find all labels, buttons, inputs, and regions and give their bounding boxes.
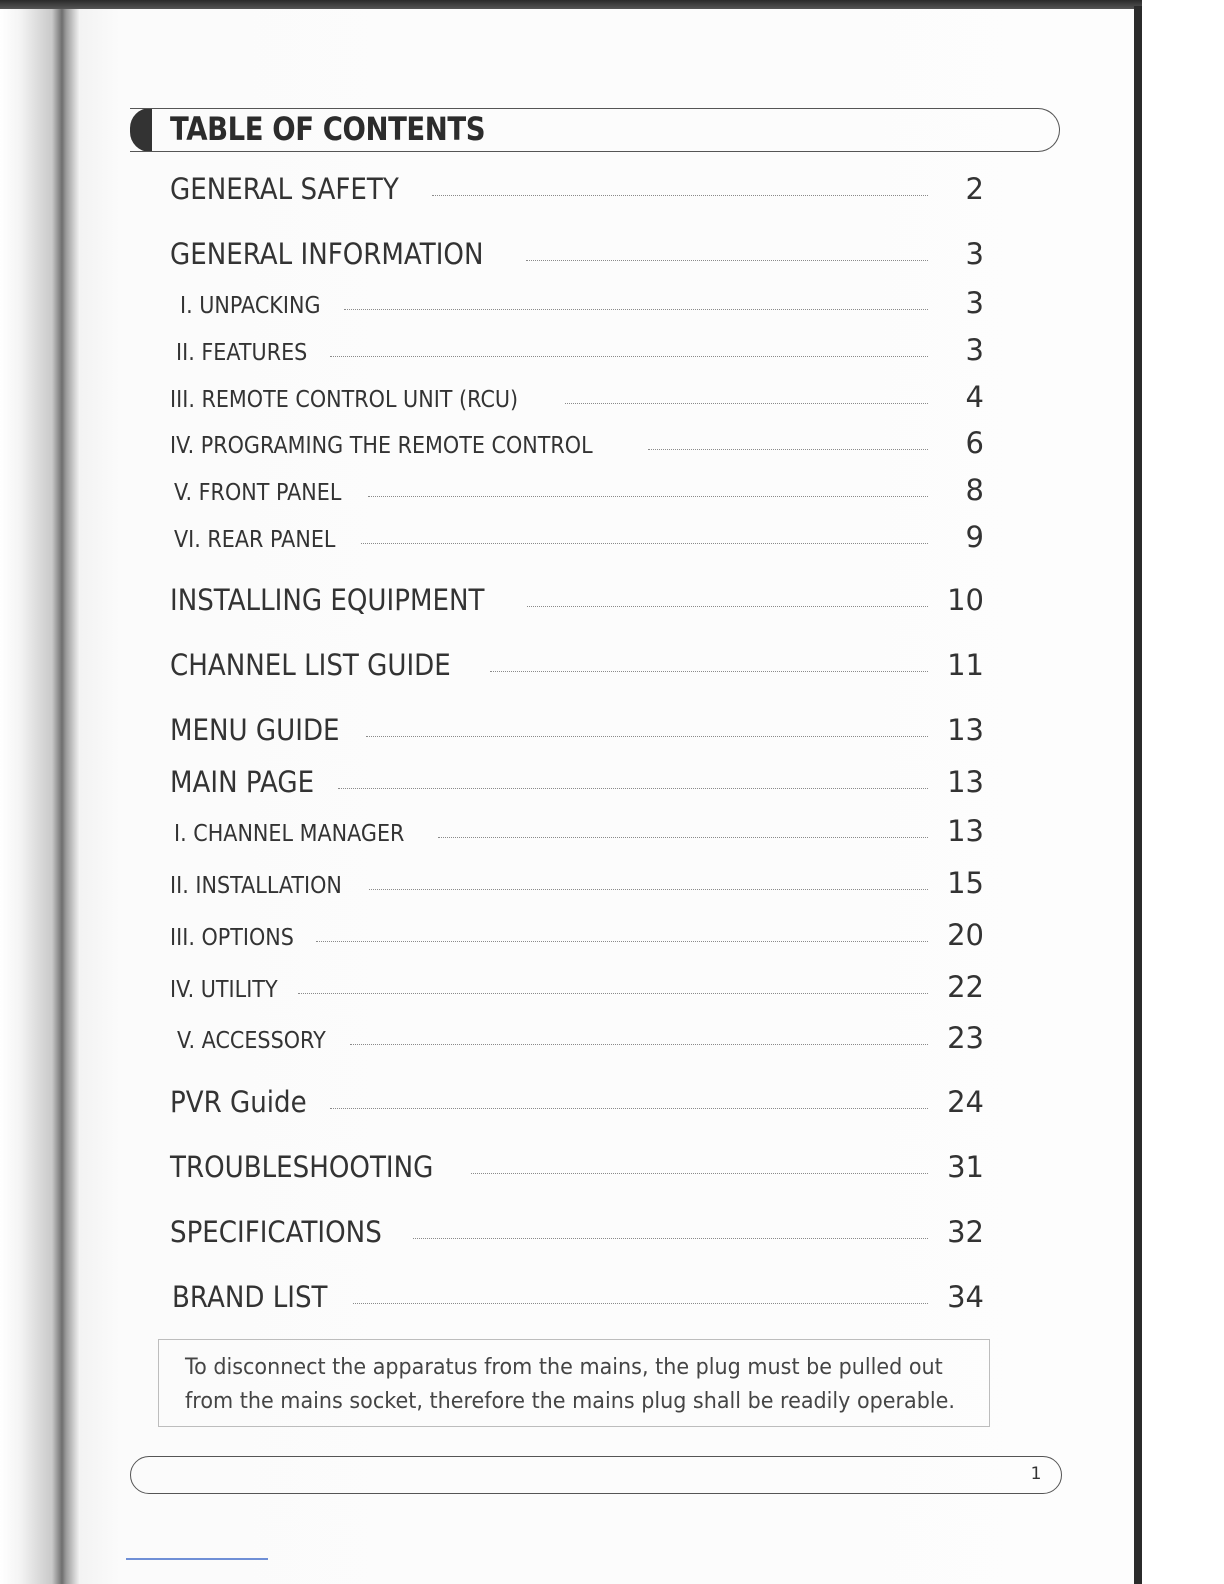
toc-entry-label: TROUBLESHOOTING [170,1150,434,1184]
dot-leader [527,606,928,607]
toc-entry-label: V. ACCESSORY [177,1028,326,1054]
toc-entry-page: 24 [947,1085,984,1119]
toc-entry-main-page[interactable] [170,765,984,799]
toc-entry-page: 11 [947,648,984,682]
toc-entry-front-panel[interactable] [174,473,984,507]
toc-entry-channel-manager[interactable] [174,814,984,848]
toc-entry-page: 32 [947,1215,984,1249]
toc-entry-label: GENERAL INFORMATION [170,237,484,271]
dot-leader [526,260,928,261]
toc-entry-page: 20 [947,918,984,952]
toc-entry-label: PVR Guide [170,1085,307,1119]
dot-leader [344,309,928,310]
dot-leader [366,736,928,737]
page-title: TABLE OF CONTENTS [170,110,486,148]
toc-entry-label: I. UNPACKING [180,293,321,319]
toc-entry-label: I. CHANNEL MANAGER [174,821,405,847]
dot-leader [298,993,928,994]
toc-entry-label: BRAND LIST [172,1280,328,1314]
toc-entry-remote-control-unit[interactable] [170,380,984,414]
toc-entry-label: II. FEATURES [176,340,308,366]
dot-leader [316,941,928,942]
binding-shadow [0,9,80,1584]
page-number: 1 [1030,1464,1042,1484]
toc-entry-unpacking[interactable] [180,286,984,320]
toc-entry-page: 3 [965,333,984,367]
toc-entry-label: MENU GUIDE [170,713,340,747]
toc-entry-channel-list-guide[interactable] [170,648,984,682]
toc-entry-page: 22 [947,970,984,1004]
toc-entry-page: 3 [965,237,984,271]
dot-leader [490,671,928,672]
dot-leader [338,788,928,789]
toc-entry-options[interactable] [170,918,984,952]
toc-entry-features[interactable] [176,333,984,367]
toc-entry-brand-list[interactable] [172,1280,984,1314]
toc-entry-label: III. REMOTE CONTROL UNIT (RCU) [170,387,519,413]
toc-entry-page: 31 [947,1150,984,1184]
toc-entry-label: GENERAL SAFETY [170,172,399,206]
dot-leader [330,356,928,357]
toc-entry-utility[interactable] [170,970,984,1004]
dot-leader [330,1108,928,1109]
toc-entry-page: 2 [965,172,984,206]
toc-entry-label: IV. PROGRAMING THE REMOTE CONTROL [170,433,593,459]
toc-entry-programing-remote[interactable] [170,426,984,460]
toc-entry-label: V. FRONT PANEL [174,480,342,506]
toc-entry-page: 6 [965,426,984,460]
toc-entry-general-safety[interactable] [170,172,984,206]
toc-entry-page: 15 [947,866,984,900]
toc-entry-specifications[interactable] [170,1215,984,1249]
toc-entry-label: INSTALLING EQUIPMENT [170,583,485,617]
dot-leader [565,403,928,404]
footer-bar [130,1456,1062,1494]
toc-entry-menu-guide[interactable] [170,713,984,747]
toc-entry-page: 23 [947,1021,984,1055]
toc-entry-page: 8 [965,473,984,507]
dot-leader [369,889,928,890]
toc-entry-label: VI. REAR PANEL [174,527,336,553]
toc-entry-label: III. OPTIONS [170,925,294,951]
scan-artifact-line [126,1558,268,1560]
toc-entry-page: 13 [947,765,984,799]
toc-entry-label: MAIN PAGE [170,765,315,799]
toc-entry-page: 4 [965,380,984,414]
scan-top-border [0,0,1142,9]
toc-entry-label: II. INSTALLATION [170,873,342,899]
toc-entry-installing-equipment[interactable] [170,583,984,617]
dot-leader [353,1303,928,1304]
dot-leader [438,837,928,838]
toc-entry-label: CHANNEL LIST GUIDE [170,648,451,682]
toc-entry-page: 9 [965,520,984,554]
toc-entry-page: 13 [947,713,984,747]
toc-entry-page: 3 [965,286,984,320]
notice-line-2: from the mains socket, therefore the mains plug shall be readily operable. [185,1388,955,1414]
safety-notice-box [158,1339,990,1427]
dot-leader [361,543,928,544]
dot-leader [413,1238,928,1239]
dot-leader [432,195,928,196]
toc-entry-page: 13 [947,814,984,848]
scan-margin-right [1142,0,1224,1584]
toc-entry-label: SPECIFICATIONS [170,1215,382,1249]
page-right-edge [1134,6,1142,1584]
dot-leader [350,1044,928,1045]
notice-line-1: To disconnect the apparatus from the mains, the plug must be pulled out [185,1354,943,1380]
dot-leader [471,1173,928,1174]
toc-entry-rear-panel[interactable] [174,520,984,554]
toc-entry-accessory[interactable] [177,1021,984,1055]
dot-leader [368,496,928,497]
toc-entry-page: 10 [947,583,984,617]
toc-entry-label: IV. UTILITY [170,977,278,1003]
toc-entry-page: 34 [947,1280,984,1314]
toc-entry-installation[interactable] [170,866,984,900]
toc-entry-general-information[interactable] [170,237,984,271]
dot-leader [648,449,928,450]
toc-entry-pvr-guide[interactable] [170,1085,984,1119]
toc-entry-troubleshooting[interactable] [170,1150,984,1184]
